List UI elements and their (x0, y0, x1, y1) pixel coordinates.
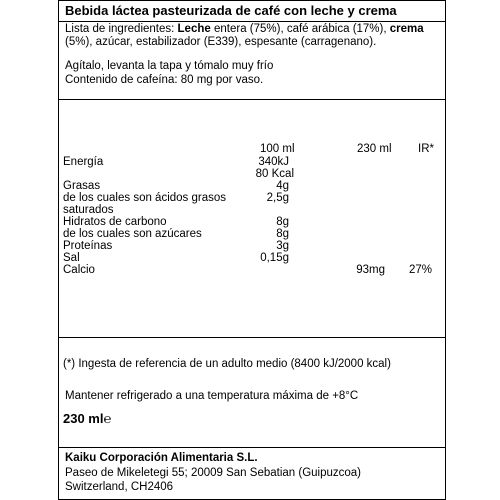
nutrient-value-salt: 0,15g (260, 252, 289, 264)
header-100ml: 100 ml (260, 143, 295, 155)
nutrient-label-fat: Grasas (63, 180, 101, 192)
nutrient-value-calcium-ir: 27% (408, 264, 432, 276)
energy-kcal: 80 Kcal (255, 168, 294, 180)
ingredients-prefix: Lista de ingredientes: (65, 23, 178, 35)
nutrient-label-saturated-1: de los cuales son ácidos grasos (63, 192, 227, 204)
section-divider-2 (59, 337, 445, 338)
header-230ml: 230 ml (357, 143, 392, 155)
top-border (59, 0, 445, 1)
nutrient-value-carbs: 8g (276, 216, 289, 228)
ingredients-middle: entera (75%), café arábica (17%), (210, 23, 390, 35)
instructions-text: Agítalo, levanta la tapa y tómalo muy frío (65, 60, 274, 72)
section-divider-3 (59, 447, 445, 448)
ingredient-leche: Leche (177, 23, 211, 35)
caffeine-text: Contenido de cafeína: 80 mg por vaso. (65, 74, 264, 86)
nutrient-value-fat: 4g (276, 180, 289, 192)
company-address-1: Paseo de Mikeletegi 55; 20009 San Sebatian (Guipuzcoa) (65, 467, 362, 479)
nutrient-value-calcium-230: 93mg (356, 264, 385, 276)
nutrient-label-sugars: de los cuales son azúcares (63, 228, 202, 240)
label-frame (58, 0, 446, 500)
nutrient-label-saturated-2: saturados (63, 204, 114, 216)
footnote-text: (*) Ingesta de referencia de un adulto medio (8400 kJ/2000 kcal) (63, 358, 391, 370)
nutrient-label-salt: Sal (63, 252, 80, 264)
company-address-2: Switzerland, CH2406 (65, 481, 174, 493)
net-volume-value: 230 ml (63, 411, 104, 426)
nutrient-value-saturated: 2,5g (266, 192, 289, 204)
ingredients-rest: (5%), azúcar, estabilizador (E339), espesante (carragenano). (65, 36, 377, 48)
storage-text: Mantener refrigerado a una temperatura máxima de +8°C (65, 390, 359, 402)
energy-label: Energía (63, 156, 104, 168)
nutrient-value-sugars: 8g (276, 228, 289, 240)
nutrient-value-protein: 3g (276, 240, 289, 252)
nutrient-label-calcium: Calcio (63, 264, 95, 276)
nutrient-label-carbs: Hidratos de carbono (63, 216, 167, 228)
ingredients-list (65, 23, 437, 49)
title-divider (59, 21, 445, 22)
product-title: Bebida láctea pasteurizada de café con leche y crema (65, 3, 397, 18)
nutrient-label-protein: Proteínas (63, 240, 113, 252)
net-volume (63, 412, 111, 425)
section-divider-1 (59, 99, 445, 100)
ingredient-crema: crema (389, 23, 424, 35)
header-ir: IR* (418, 143, 434, 155)
energy-kj: 340kJ (258, 156, 289, 168)
company-name: Kaiku Corporación Alimentaria S.L. (65, 452, 258, 464)
estimated-sign-icon: ℮ (103, 411, 112, 426)
